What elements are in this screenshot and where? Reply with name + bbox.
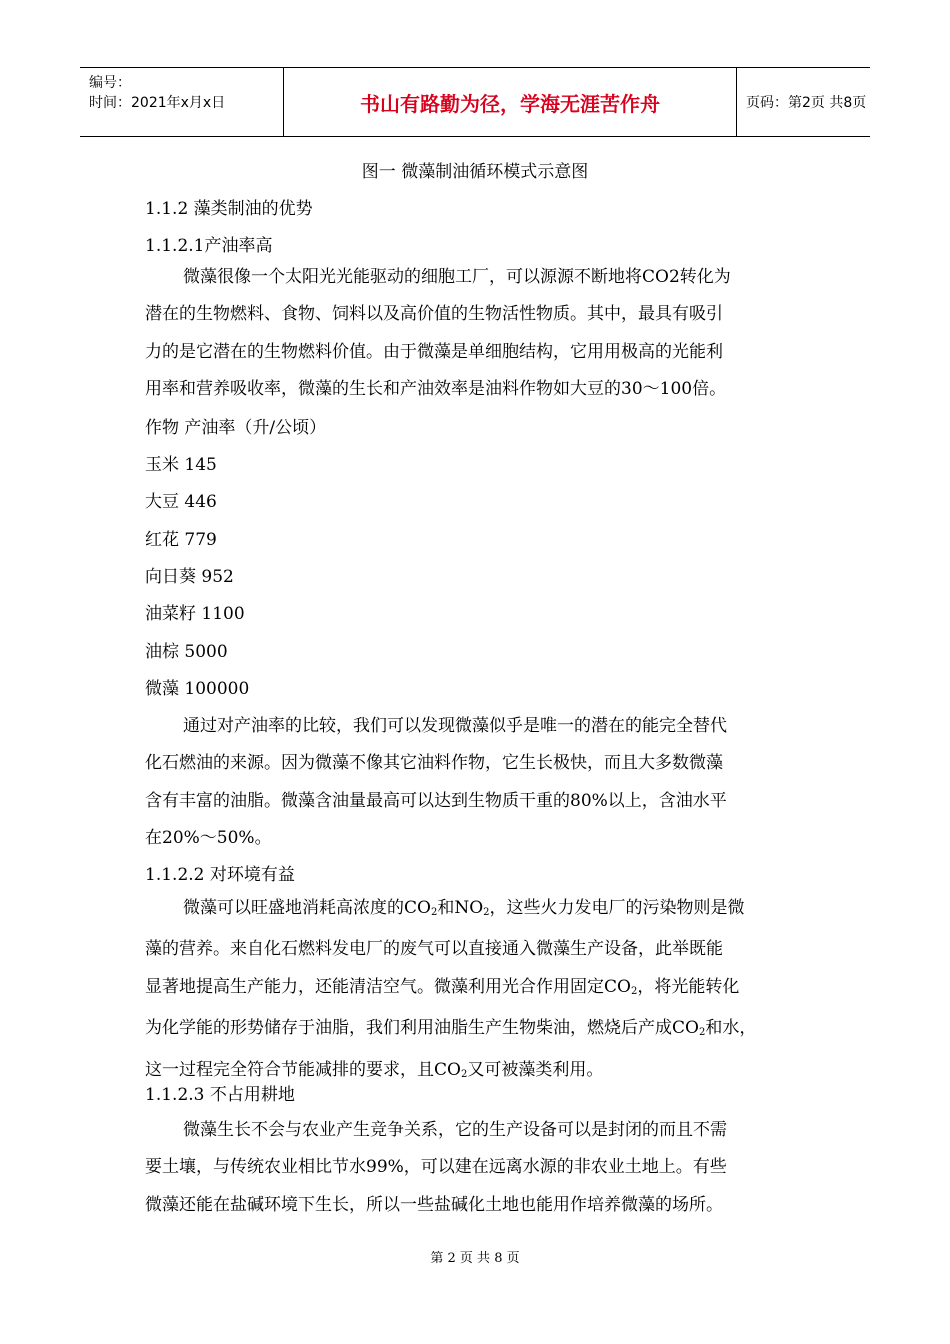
yield-row: 油菜籽 1100	[145, 604, 245, 624]
document-time-label: 时间：2021年x月x日	[89, 95, 226, 111]
header-meta	[80, 68, 283, 136]
paragraph-line: 潜在的生物燃料、食物、饲料以及高价值的生物活性物质。其中，最具有吸引	[145, 304, 723, 325]
yield-table-header: 作物 产油率（升/公顷）	[145, 418, 327, 438]
paragraph-comparison	[145, 708, 805, 858]
section-heading: 1.1.2 藻类制油的优势	[145, 199, 313, 219]
document-number-label: 编号：	[89, 75, 131, 91]
paragraph-line: 化石燃油的来源。因为微藻不像其它油料作物，它生长极快，而且大多数微藻	[145, 753, 723, 774]
page-footer: 第 2 页 共 8 页	[430, 1251, 520, 1266]
header-motto: 书山有路勤为径，学海无涯苦作舟	[283, 68, 737, 136]
paragraph-line: 用率和营养吸收率，微藻的生长和产油效率是油料作物如大豆的30～100倍。	[145, 379, 727, 400]
paragraph-line: 在20%～50%。	[145, 828, 272, 849]
paragraph-line: 力的是它潜在的生物燃料价值。由于微藻是单细胞结构，它用用极高的光能利	[145, 341, 723, 362]
yield-row: 大豆 446	[145, 492, 217, 512]
figure-caption: 图一 微藻制油循环模式示意图	[361, 162, 589, 182]
paragraph-line: 含有丰富的油脂。微藻含油量最高可以达到生物质干重的80%以上，含油水平	[145, 790, 727, 811]
page-header	[80, 67, 870, 137]
paragraph-line: 这一过程完全符合节能减排的要求，且$CO_2$又可被藻类利用。	[145, 1059, 604, 1080]
yield-row: 微藻 100000	[145, 679, 250, 699]
subsection-heading: 1.1.2.2 对环境有益	[145, 865, 295, 885]
yield-row: 向日葵 952	[145, 567, 234, 587]
yield-row: 玉米 145	[145, 455, 217, 475]
paragraph-land	[145, 1112, 805, 1224]
paragraph-line: 通过对产油率的比较，我们可以发现微藻似乎是唯一的潜在的能完全替代	[183, 716, 727, 736]
yield-row: 红花 779	[145, 530, 217, 550]
paragraph-line: 微藻可以旺盛地消耗高浓度的$CO_2$和$NO_2$，这些火力发电厂的污染物则是微	[183, 898, 745, 918]
paragraph-line: 要土壤，与传统农业相比节水99%，可以建在远离水源的非农业土地上。有些	[145, 1157, 727, 1178]
paragraph-yield	[145, 259, 805, 409]
paragraph-line: 显著地提高生产能力，还能清洁空气。微藻利用光合作用固定$CO_2$，将光能转化	[145, 976, 740, 997]
subsection-heading: 1.1.2.1产油率高	[145, 236, 273, 256]
paragraph-line: 微藻很像一个太阳光光能驱动的细胞工厂，可以源源不断地将CO2转化为	[183, 267, 731, 287]
paragraph-line: 藻的营养。来自化石燃料发电厂的废气可以直接通入微藻生产设备，此举既能	[145, 939, 723, 960]
paragraph-environment	[145, 890, 805, 1093]
paragraph-line: 微藻还能在盐碱环境下生长，所以一些盐碱化土地也能用作培养微藻的场所。	[145, 1194, 723, 1215]
paragraph-line: 微藻生长不会与农业产生竞争关系，它的生产设备可以是封闭的而且不需	[183, 1120, 727, 1140]
subsection-heading: 1.1.2.3 不占用耕地	[145, 1085, 295, 1105]
yield-row: 油棕 5000	[145, 642, 228, 662]
paragraph-line: 为化学能的形势储存于油脂，我们利用油脂生产生物柴油，燃烧后产成$CO_2$和水，	[145, 1018, 757, 1039]
header-page-number: 页码：第2页 共8页	[746, 95, 867, 111]
